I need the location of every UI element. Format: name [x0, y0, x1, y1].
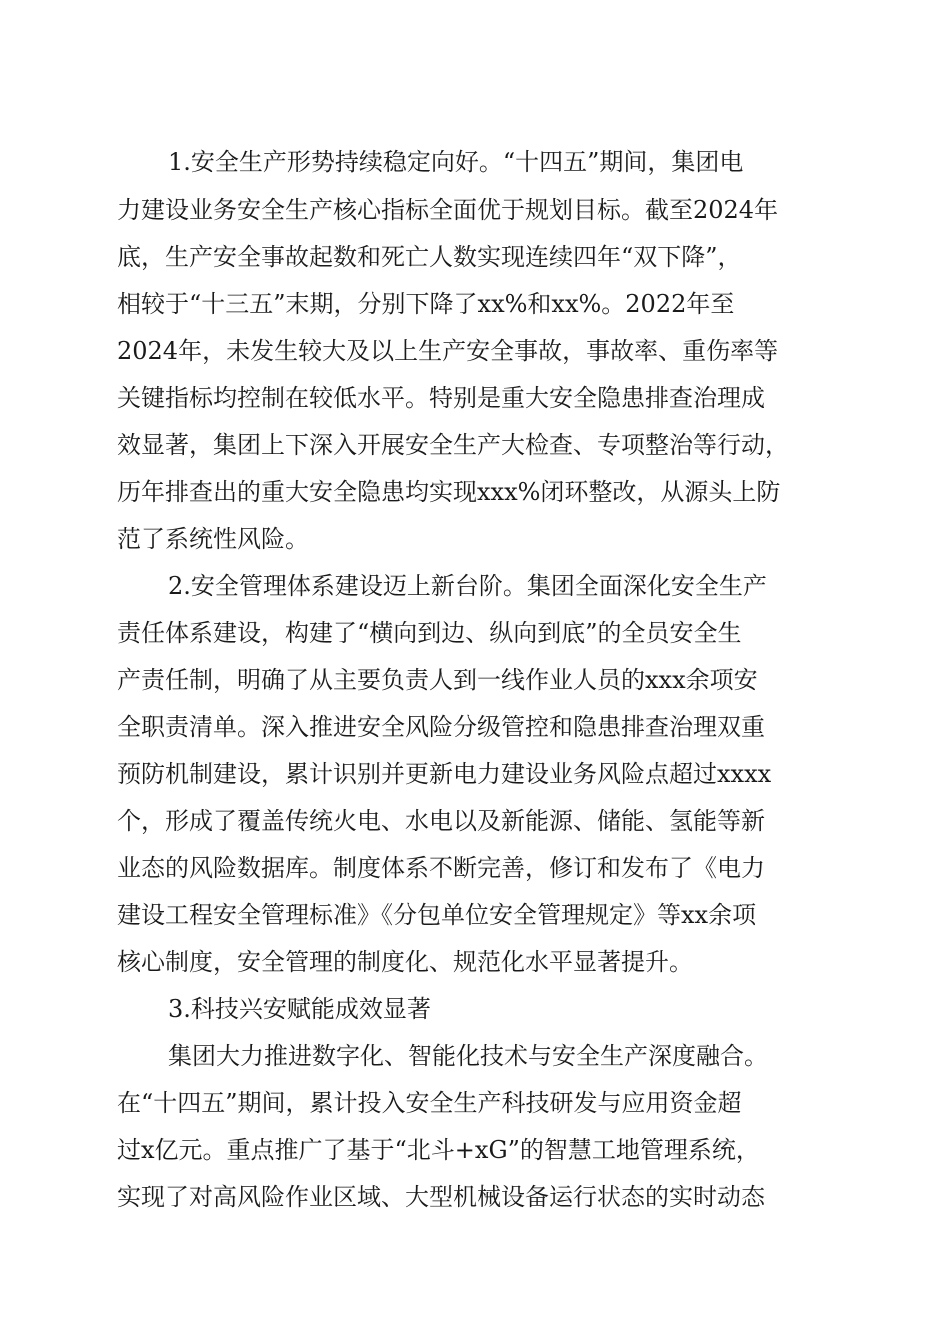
paragraph-line: 底，生产安全事故起数和死亡人数实现连续四年“双下降”， [117, 243, 742, 271]
paragraph-line: 2024年，未发生较大及以上生产安全事故，事故率、重伤率等 [117, 337, 779, 365]
paragraph-line: 历年排查出的重大安全隐患均实现xxx%闭环整改，从源头上防 [117, 478, 781, 506]
paragraph-3-first-line: 集团大力推进数字化、智能化技术与安全生产深度融合。 [168, 1042, 768, 1070]
paragraph-line: 在“十四五”期间，累计投入安全生产科技研发与应用资金超 [117, 1089, 742, 1117]
paragraph-line: 效显著，集团上下深入开展安全生产大检查、专项整治等行动， [117, 431, 789, 459]
paragraph-line: 全职责清单。深入推进安全风险分级管控和隐患排查治理双重 [117, 713, 765, 741]
paragraph-line: 关键指标均控制在较低水平。特别是重大安全隐患排查治理成 [117, 384, 765, 412]
paragraph-line: 个，形成了覆盖传统火电、水电以及新能源、储能、氢能等新 [117, 807, 765, 835]
paragraph-line: 相较于“十三五”末期，分别下降了xx%和xx%。2022年至 [117, 290, 735, 318]
paragraph-line: 产责任制，明确了从主要负责人到一线作业人员的xxx余项安 [117, 666, 758, 694]
paragraph-line: 业态的风险数据库。制度体系不断完善，修订和发布了《电力 [117, 854, 765, 882]
paragraph-line: 建设工程安全管理标准》《分包单位安全管理规定》等xx余项 [117, 901, 757, 929]
section-3-heading: 3.科技兴安赋能成效显著 [168, 995, 431, 1023]
paragraph-line: 责任体系建设，构建了“横向到边、纵向到底”的全员安全生 [117, 619, 742, 647]
paragraph-line: 过x亿元。重点推广了基于“北斗+xG”的智慧工地管理系统， [117, 1136, 760, 1164]
paragraph-line: 预防机制建设，累计识别并更新电力建设业务风险点超过xxxx [117, 760, 772, 788]
paragraph-line: 力建设业务安全生产核心指标全面优于规划目标。截至2024年 [117, 196, 779, 224]
paragraph-1-heading-line: 1.安全生产形势持续稳定向好。“十四五”期间，集团电 [168, 148, 744, 176]
paragraph-line: 实现了对高风险作业区域、大型机械设备运行状态的实时动态 [117, 1183, 765, 1211]
paragraph-line: 范了系统性风险。 [117, 525, 309, 553]
paragraph-line: 核心制度，安全管理的制度化、规范化水平显著提升。 [117, 948, 693, 976]
paragraph-2-heading-line: 2.安全管理体系建设迈上新台阶。集团全面深化安全生产 [168, 572, 767, 600]
